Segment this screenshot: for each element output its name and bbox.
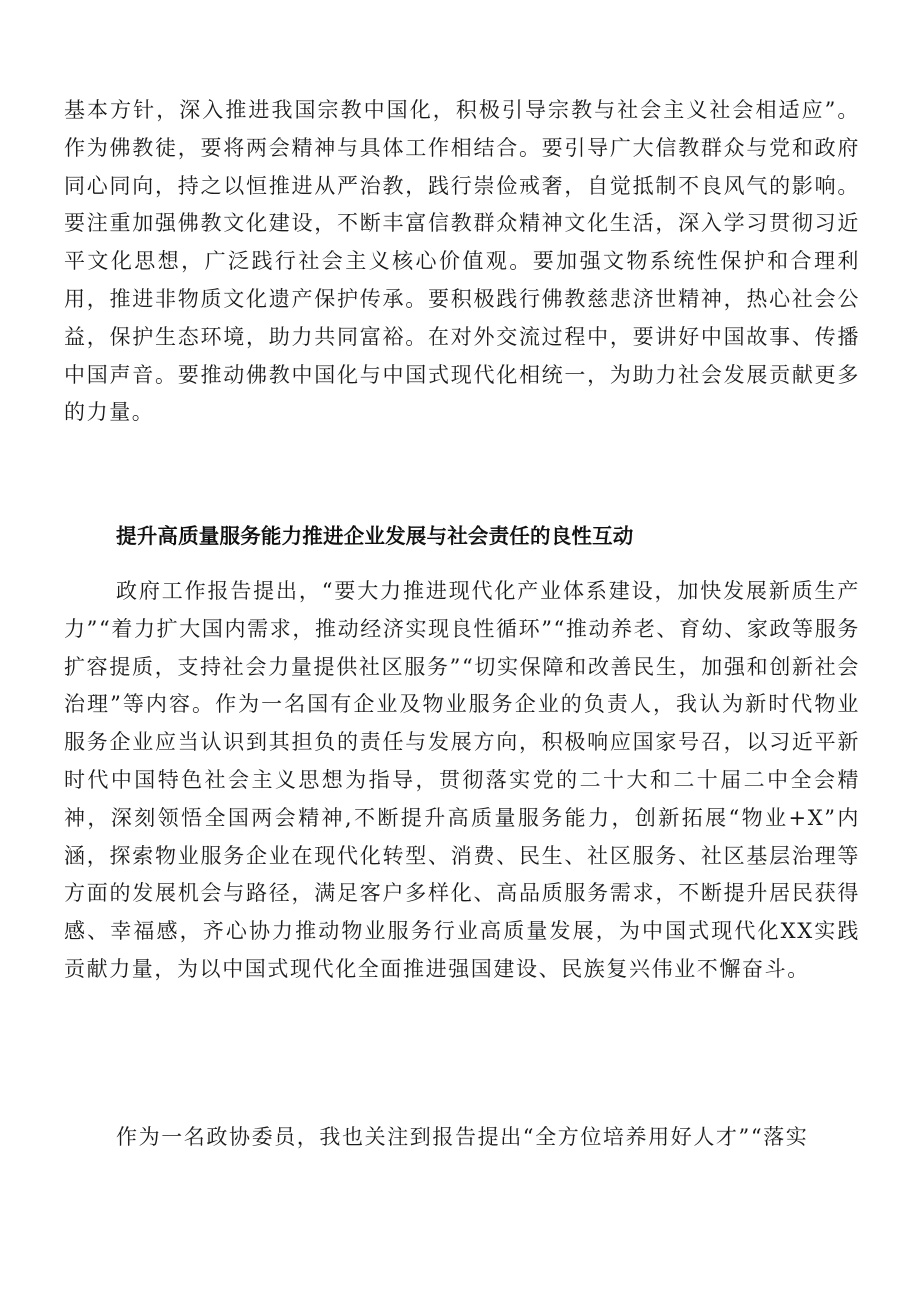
body-paragraph: 政府工作报告提出，“要大力推进现代化产业体系建设，加快发展新质生产力”“着力扩大国内需求，推动经济实现良性循环”“推动养老、育幼、家政等服务扩容提质，支持社会力量提供社区服务”“切实保障和改善民生，加强和创新社会治理”等内容。作为一名国有企业及物业服务企业的负责人，我认为新时代物业服务企业应当认识到其担负的责任与发展方向，积极响应国家号召，以习近平新时代中国特色社会主义思想为指导，贯彻落实党的二十大和二十届二中全会精神，深刻领悟全国两会精神,不断提升高质量服务能力，创新拓展“物业+X”内涵，探索物业服务企业在现代化转型、消费、民生、社区服务、社区基层治理等方面的发展机会与路径，满足客户多样化、高品质服务需求，不断提升居民获得感、幸福感，齐心协力推动物业服务行业高质量发展，为中国式现代化XX实践贡献力量，为以中国式现代化全面推进强国建设、民族复兴伟业不懈奋斗。 [64,579,860,981]
body-paragraph: 基本方针，深入推进我国宗教中国化，积极引导宗教与社会主义社会相适应”。作为佛教徒，要将两会精神与具体工作相结合。要引导广大信教群众与党和政府同心同向，持之以恒推进从严治教，践行崇俭戒奢，自觉抵制不良风气的影响。要注重加强佛教文化建设，不断丰富信教群众精神文化生活，深入学习贯彻习近平文化思想，广泛践行社会主义核心价值观。要加强文物系统性保护和合理利用，推进非物质文化遗产保护传承。要积极践行佛教慈悲济世精神，热心社会公益，保护生态环境，助力共同富裕。在对外交流过程中，要讲好中国故事、传播中国声音。要推动佛教中国化与中国式现代化相统一，为助力社会发展贡献更多的力量。 [64,98,860,425]
body-paragraph: 作为一名政协委员，我也关注到报告提出“全方位培养用好人才”“落实 [116,1125,809,1149]
section-heading: 提升高质量服务能力推进企业发展与社会责任的良性互动 [116,524,634,548]
